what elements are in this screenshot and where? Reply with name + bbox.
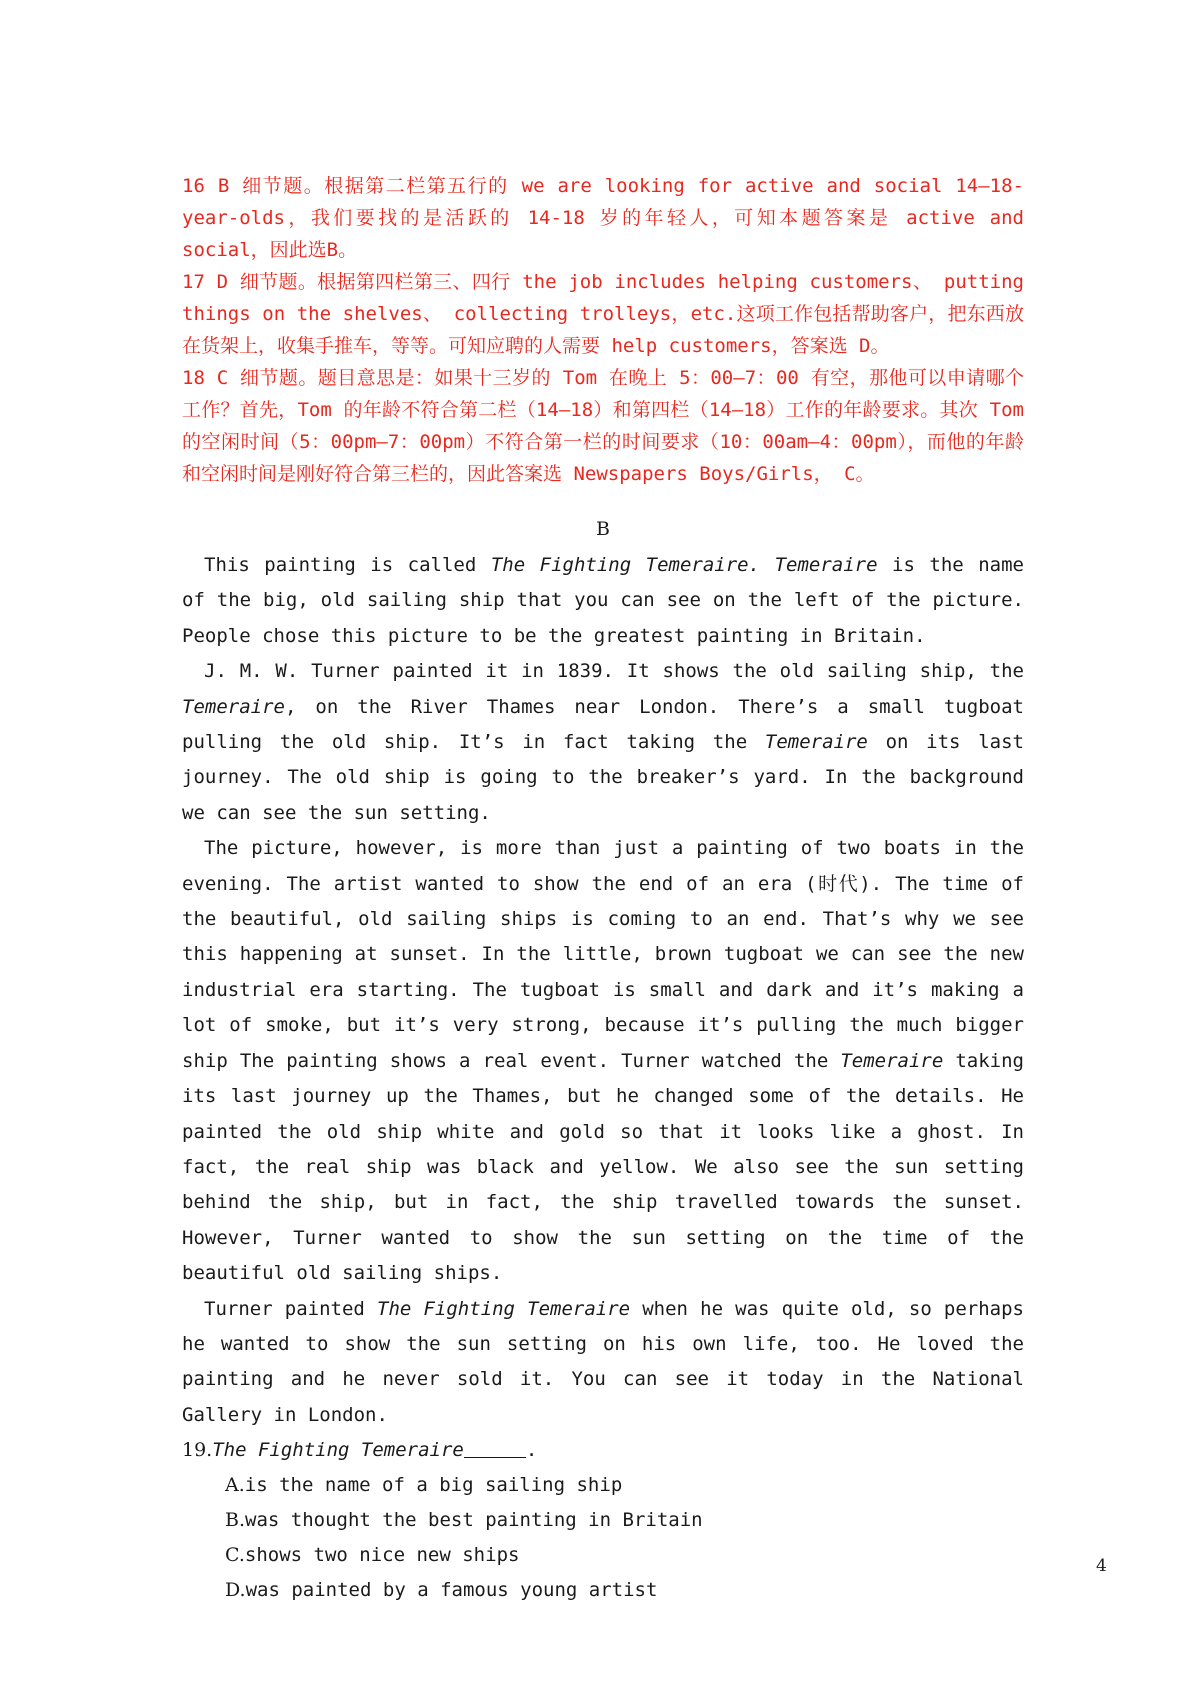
text-run: on its last journey. The old ship is going to the breaker’s yard. In the background we can see the sun setting. bbox=[182, 731, 1024, 824]
option-text: was painted by a famous young artist bbox=[245, 1579, 658, 1602]
answer-blank bbox=[464, 1435, 526, 1458]
answer-18: 18 C 细节题。题目意思是：如果十三岁的 Tom 在晚上 5：00—7：00 有空，那他可以申请哪个工作？首先，Tom 的年龄不符合第二栏（14—18）和第四栏（14—18）工作的年龄要求。其次 Tom 的空闲时间（5：00pm—7：00pm）不符合第一栏的时间要求（10：00am—4：00pm），而他的年龄和空闲时间是刚好符合第三栏的，因此答案选 Newspapers Boys/Girls， C。 bbox=[182, 367, 1024, 485]
answer-17: 17 D 细节题。根据第四栏第三、四行 the job includes helping customers、 putting things on the shelves、 collecting trolleys，etc.这项工作包括帮助客户，把东西放在货架上，收集手推车，等等。可知应聘的人需要 help customers，答案选 D。 bbox=[182, 271, 1024, 357]
italic-title: The Fighting Temeraire bbox=[377, 1297, 631, 1320]
answer-16: 16 B 细节题。根据第二栏第五行的 we are looking for active and social 14—18-year-olds，我们要找的是活跃的 14-18 岁的年轻人，可知本题答案是 active and social，因此选B。 bbox=[182, 175, 1024, 261]
italic-title: The Fighting Temeraire. bbox=[490, 554, 761, 576]
section-heading: B bbox=[596, 518, 610, 540]
option-letter: C. bbox=[225, 1544, 245, 1567]
option-letter: B. bbox=[225, 1509, 246, 1532]
question-19 bbox=[182, 1433, 1024, 1468]
question-options bbox=[182, 1468, 1024, 1608]
text-run: , on the River Thames near London. There’s a small tugboat pulling the old ship. It’s in fact taking the bbox=[182, 695, 1024, 754]
text-run: when he was quite old, so perhaps he wanted to show the sun setting on his own life, too. He loved the painting and he never sold it. You can see it today in the National Gallery in London. bbox=[182, 1297, 1024, 1426]
answer-explanations bbox=[182, 170, 1024, 490]
italic-name: Temeraire bbox=[764, 731, 868, 754]
italic-name: Temeraire bbox=[774, 554, 878, 576]
option-text: was thought the best painting in Britain bbox=[245, 1509, 703, 1532]
text-run: The picture, however, is more than just a painting of two boats in the evening. The artist wanted to show the end of an era (时代). The time of the beautiful, old sailing ships is coming to an end. That’s why we see this happening at sunset. In the little, brown tugboat we can see the new industrial era starting. The tugboat is small and dark and it’s making a lot of smoke, but it’s very strong, because it’s pulling the much bigger ship The painting shows a real event. Turner watched the bbox=[182, 837, 1024, 1072]
document-page bbox=[182, 170, 1024, 1608]
passage-paragraph-3 bbox=[182, 831, 1024, 1291]
option-text: shows two nice new ships bbox=[244, 1544, 520, 1567]
passage-paragraph-4 bbox=[182, 1292, 1024, 1434]
text-run bbox=[760, 554, 775, 576]
question-number: 19. bbox=[182, 1439, 213, 1462]
text-run: is the name of the big, old sailing ship that you can see on the left of the picture. People chose this picture to be the greatest painting in Britain. bbox=[182, 554, 1024, 647]
option-letter: A. bbox=[225, 1474, 245, 1497]
italic-name: Temeraire bbox=[840, 1049, 944, 1072]
text-run: J. M. W. Turner painted it in 1839. It shows the old sailing ship, the bbox=[204, 660, 1024, 683]
option-d bbox=[225, 1573, 1024, 1608]
option-c bbox=[225, 1538, 1024, 1573]
text-run: This painting is called bbox=[204, 554, 491, 576]
option-letter: D. bbox=[225, 1579, 246, 1602]
text-run: taking its last journey up the Thames, but he changed some of the details. He painted the old ship white and gold so that it looks like a ghost. In fact, the real ship was black and yellow. We also see the sun setting behind the ship, but in fact, the ship travelled towards the sunset. However, Turner wanted to show the sun setting on the time of the beautiful old sailing ships. bbox=[182, 1049, 1024, 1285]
question-end: . bbox=[525, 1439, 538, 1462]
option-a bbox=[225, 1468, 1024, 1503]
italic-name: Temeraire bbox=[182, 695, 285, 718]
text-run: Turner painted bbox=[204, 1297, 378, 1320]
passage-paragraph-1 bbox=[182, 548, 1024, 654]
question-stem: The Fighting Temeraire bbox=[212, 1439, 464, 1462]
reading-passage bbox=[182, 548, 1024, 1433]
option-b bbox=[225, 1503, 1024, 1538]
option-text: is the name of a big sailing ship bbox=[244, 1474, 623, 1497]
passage-paragraph-2 bbox=[182, 654, 1024, 831]
page-number: 4 bbox=[1096, 1556, 1107, 1576]
